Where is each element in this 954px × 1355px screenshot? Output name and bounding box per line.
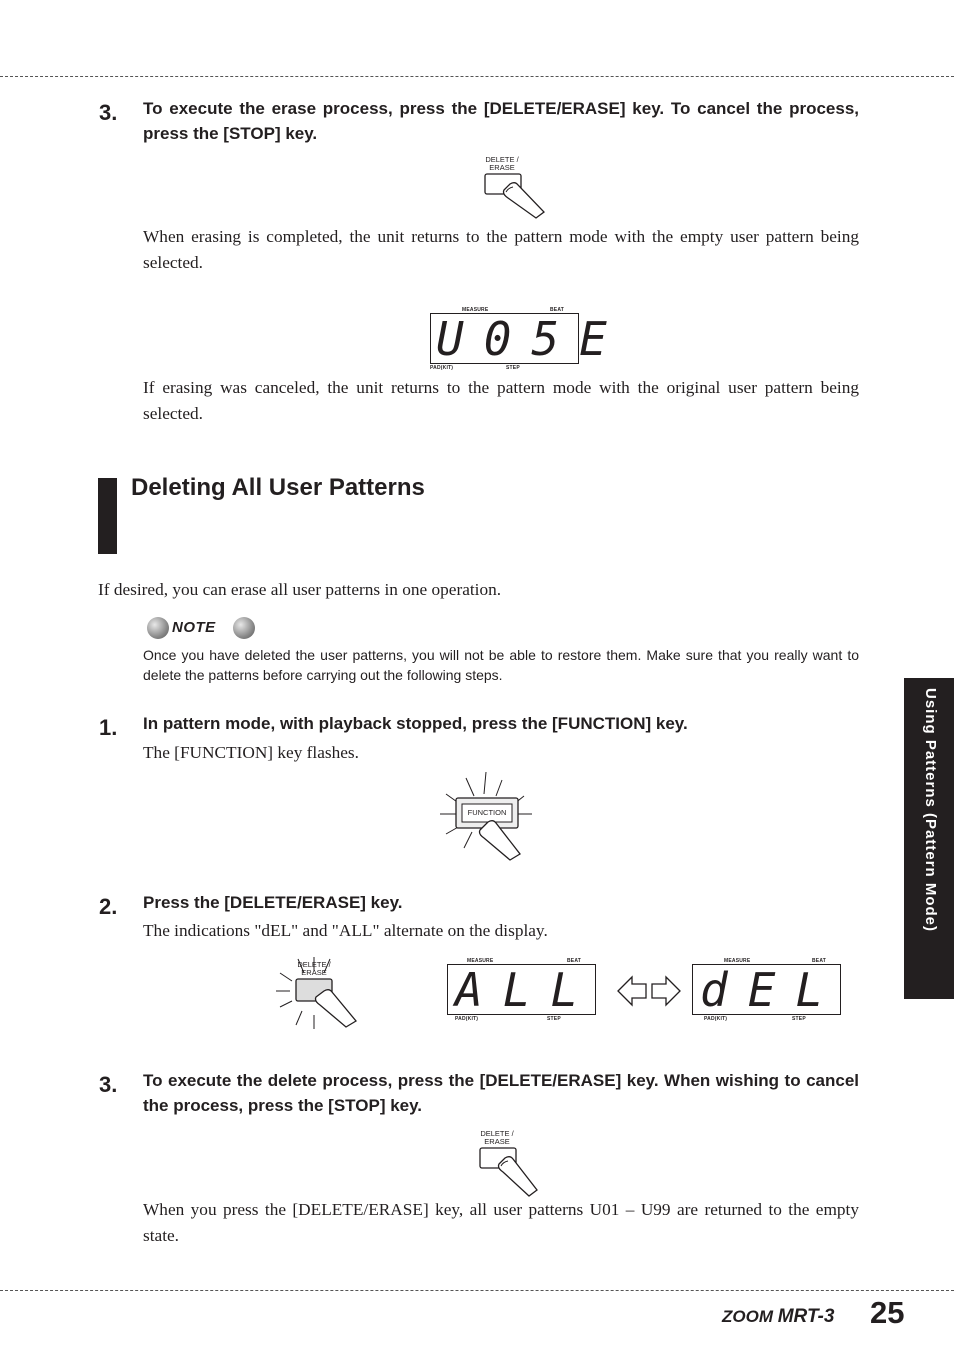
lcd-display-del: [692, 957, 842, 1023]
beat-label: BEAT: [812, 958, 827, 964]
key-label: DELETE / ERASE: [297, 960, 331, 977]
intro-text: If desired, you can erase all user patterns in one operation.: [98, 580, 502, 599]
step-heading: To execute the erase process, press the [DELETE/ERASE] key. To cancel the process, press the [STOP] key.: [143, 99, 859, 143]
footer-model-line: [722, 1306, 834, 1328]
lcd-display: [430, 306, 627, 372]
measure-label: MEASURE: [467, 958, 494, 964]
step-heading: To execute the delete process, press the [DELETE/ERASE] key. When wishing to cancel the process, press the [STOP] key.: [143, 1071, 859, 1115]
beat-label: BEAT: [550, 307, 565, 313]
chapter-tab-label: Using Patterns (Pattern Mode): [922, 688, 939, 933]
paragraph: The [FUNCTION] key flashes.: [143, 743, 359, 762]
finger-press-icon: [475, 1128, 545, 1198]
footer-model: MRT-3: [777, 1306, 835, 1327]
step-label: STEP: [547, 1016, 561, 1022]
note-left-icon: [147, 617, 169, 639]
step-number: 3.: [99, 1072, 118, 1097]
flash-rays-icon: [436, 770, 536, 866]
pad-kit-label: PAD(KIT): [455, 1016, 479, 1022]
step-number: 1.: [99, 715, 118, 740]
delete-erase-key-illustration: [475, 1128, 545, 1198]
function-key-label: FUNCTION: [467, 808, 507, 817]
paragraph: If erasing was canceled, the unit returns to the pattern mode with the original user pattern being selected.: [143, 378, 859, 423]
pad-kit-label: PAD(KIT): [704, 1016, 728, 1022]
step-number: 2.: [99, 894, 118, 919]
beat-label: BEAT: [567, 958, 582, 964]
alternate-arrows-icon: [616, 974, 682, 1008]
paragraph: When you press the [DELETE/ERASE] key, all user patterns U01 – U99 are returned to the empty state.: [143, 1200, 859, 1245]
key-label: DELETE / ERASE: [480, 1129, 514, 1146]
step-number: 3.: [99, 100, 118, 125]
pad-kit-label: PAD(KIT): [430, 365, 454, 371]
measure-label: MEASURE: [724, 958, 751, 964]
footer-brand: ZOOM: [722, 1307, 773, 1326]
lcd-display-all: [447, 957, 597, 1023]
section-bar: [98, 478, 117, 554]
note-text: Once you have deleted the user patterns, you will not be able to restore them. Make sure that you really want to delete the patterns before carrying out the following steps.: [143, 647, 859, 683]
note-right-icon: [233, 617, 255, 639]
lcd-segment-text: dEL: [700, 963, 844, 1017]
lcd-segment-text: U05E: [436, 312, 627, 366]
note-label: NOTE: [172, 619, 216, 636]
bottom-divider: [0, 1290, 954, 1291]
function-key-illustration: [436, 770, 536, 866]
step-label: STEP: [506, 365, 520, 371]
step-label: STEP: [792, 1016, 806, 1022]
measure-label: MEASURE: [462, 307, 489, 313]
finger-press-icon: [480, 154, 550, 220]
step-heading: In pattern mode, with playback stopped, press the [FUNCTION] key.: [143, 714, 688, 733]
paragraph: When erasing is completed, the unit returns to the pattern mode with the empty user pattern being selected.: [143, 227, 859, 272]
delete-erase-key-flashing: [274, 955, 360, 1031]
key-label: DELETE / ERASE: [485, 155, 519, 172]
step-heading: Press the [DELETE/ERASE] key.: [143, 893, 403, 912]
section-title: Deleting All User Patterns: [131, 474, 425, 501]
lcd-segment-text: ALL: [455, 963, 599, 1017]
paragraph: The indications "dEL" and "ALL" alternate on the display.: [143, 921, 548, 940]
delete-erase-key-illustration: [480, 154, 550, 220]
chapter-tab: [904, 678, 954, 999]
page-number: 25: [870, 1295, 905, 1330]
top-divider: [0, 76, 954, 77]
